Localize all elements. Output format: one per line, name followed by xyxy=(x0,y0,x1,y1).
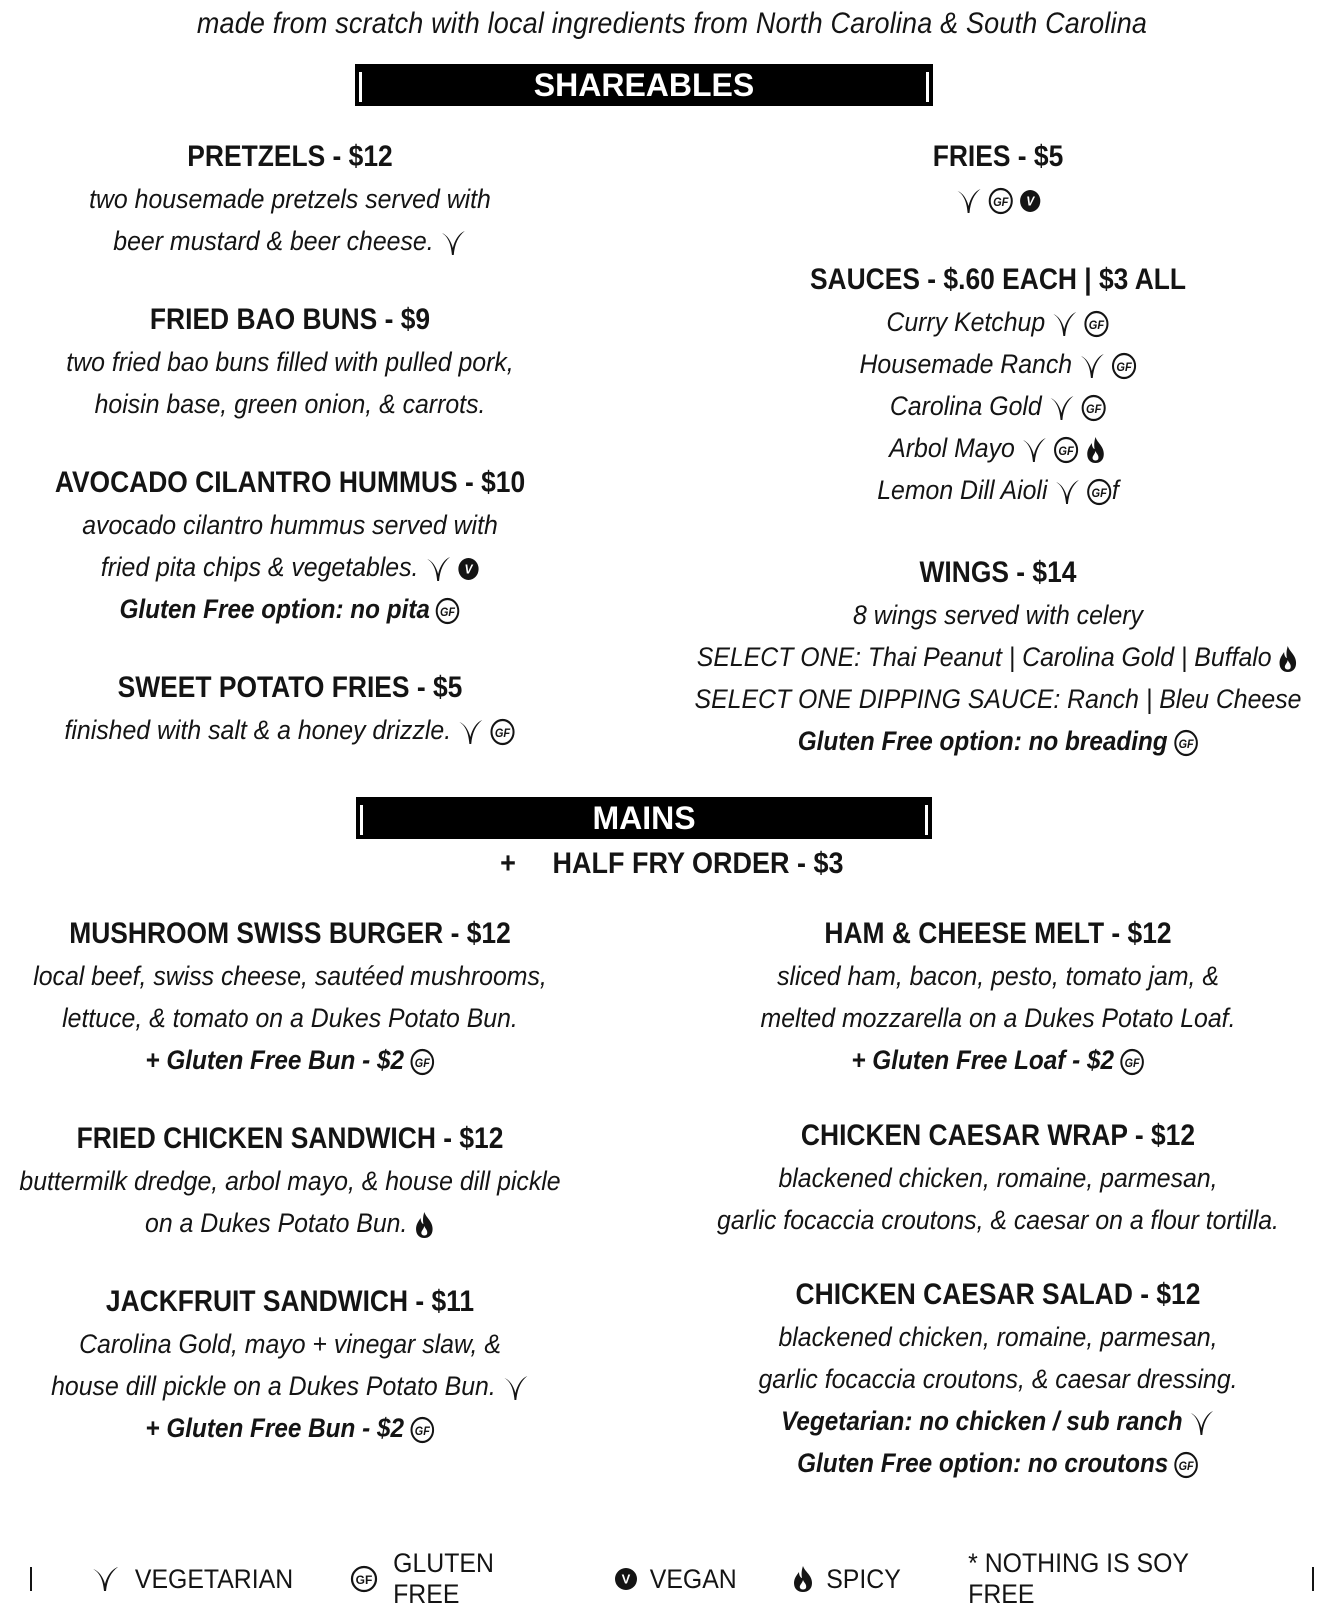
addon-text: HALF FRY ORDER - $3 xyxy=(552,847,844,880)
item-description-line xyxy=(685,301,1311,343)
item-description-line-text: garlic focaccia croutons, & caesar dressing. xyxy=(758,1364,1238,1394)
item-description-line xyxy=(685,1316,1311,1358)
item-description-line-text: two fried bao buns filled with pulled pork, xyxy=(66,347,514,377)
item-description-line-text: blackened chicken, romaine, parmesan, xyxy=(778,1163,1218,1193)
item-title: CHICKEN CAESAR SALAD - $12 xyxy=(795,1278,1201,1311)
svg-text:GF: GF xyxy=(1058,445,1074,458)
gluten-free-icon xyxy=(350,1565,378,1593)
svg-text:GF: GF xyxy=(414,1057,430,1071)
item-description-line xyxy=(685,343,1311,385)
legend-vegetarian xyxy=(84,1564,300,1595)
item-description-line xyxy=(685,1358,1311,1400)
item-title: PRETZELS - $12 xyxy=(187,140,393,173)
menu-item xyxy=(0,1281,630,1449)
menu-item xyxy=(0,136,630,262)
menu-item xyxy=(0,299,630,425)
svg-text:GF: GF xyxy=(1124,1057,1140,1071)
vegetarian-icon xyxy=(501,1373,529,1403)
item-description-line xyxy=(0,220,603,262)
menu-item xyxy=(0,913,630,1081)
item-option-text: + Gluten Free Loaf - $2 xyxy=(851,1045,1115,1075)
spicy-icon xyxy=(413,1211,435,1239)
item-option xyxy=(692,1442,1304,1484)
legend xyxy=(0,1548,1344,1609)
item-description-line xyxy=(0,1202,603,1244)
item-description-line xyxy=(685,636,1311,678)
legend-spicy-label: SPICY xyxy=(826,1563,901,1594)
item-description-line-text: sliced ham, bacon, pesto, tomato jam, & xyxy=(777,961,1219,991)
item-description-line xyxy=(0,341,603,383)
menu-item xyxy=(658,1274,1338,1484)
svg-text:V: V xyxy=(464,561,473,577)
item-option xyxy=(0,1039,596,1081)
item-description-line-text: Lemon Dill Aioli xyxy=(877,475,1048,505)
item-title: HAM & CHEESE MELT - $12 xyxy=(824,917,1172,950)
item-option xyxy=(0,1407,596,1449)
item-description-line-text: finished with salt & a honey drizzle. xyxy=(64,715,452,745)
item-description-line-text: 8 wings served with celery xyxy=(853,600,1143,630)
svg-text:GF: GF xyxy=(355,1573,373,1587)
item-description-line xyxy=(0,1323,603,1365)
item-description-line xyxy=(0,1365,603,1407)
item-description-line xyxy=(685,1199,1311,1241)
item-option xyxy=(692,1400,1304,1442)
item-description-line xyxy=(685,385,1311,427)
item-description-line xyxy=(685,678,1311,720)
menu-item xyxy=(658,1115,1338,1241)
item-title: MUSHROOM SWISS BURGER - $12 xyxy=(69,917,511,950)
item-option-text: + Gluten Free Bun - $2 xyxy=(145,1045,404,1075)
gluten-free-icon xyxy=(988,187,1014,215)
item-description-line xyxy=(0,546,603,588)
section-header-mains: MAINS xyxy=(356,797,932,839)
item-option-text: Gluten Free option: no breading xyxy=(797,726,1168,756)
menu-item xyxy=(658,259,1338,511)
section-header-shareables: SHAREABLES xyxy=(355,64,933,106)
vegetarian-icon xyxy=(1053,477,1081,507)
item-description-line xyxy=(685,997,1311,1039)
item-description-line xyxy=(685,469,1311,511)
legend-divider xyxy=(30,1567,32,1591)
legend-vegetarian-label: VEGETARIAN xyxy=(134,1563,294,1594)
spicy-icon xyxy=(1085,436,1107,464)
legend-soy xyxy=(948,1548,1260,1610)
vegetarian-icon xyxy=(1078,351,1106,381)
vegetarian-icon xyxy=(457,717,485,747)
item-option-text: Gluten Free option: no pita xyxy=(119,594,430,624)
item-description-line xyxy=(0,383,603,425)
item-description-line-text: avocado cilantro hummus served with xyxy=(82,510,498,540)
item-description-line xyxy=(685,955,1311,997)
svg-text:GF: GF xyxy=(1091,487,1107,500)
item-description-line xyxy=(0,955,603,997)
item-description-line xyxy=(685,594,1311,636)
item-option xyxy=(692,720,1304,762)
item-description-line-text: Carolina Gold xyxy=(889,391,1042,421)
item-description-line-text: beer mustard & beer cheese. xyxy=(113,226,434,256)
item-description-line-text: melted mozzarella on a Dukes Potato Loaf. xyxy=(760,1003,1236,1033)
item-description-line-text: Housemade Ranch xyxy=(859,349,1073,379)
item-description-line-text: two housemade pretzels served with xyxy=(89,184,491,214)
legend-spicy xyxy=(785,1564,904,1595)
item-title: FRIED CHICKEN SANDWICH - $12 xyxy=(76,1122,504,1155)
svg-text:V: V xyxy=(1026,193,1035,209)
menu-item xyxy=(0,462,630,630)
item-title: AVOCADO CILANTRO HUMMUS - $10 xyxy=(54,466,526,499)
svg-text:GF: GF xyxy=(1178,1460,1194,1474)
item-description-line-suffix: f xyxy=(1111,475,1119,505)
item-option-text: Vegetarian: no chicken / sub ranch xyxy=(781,1406,1183,1436)
menu-item xyxy=(658,136,1338,220)
legend-divider xyxy=(1312,1567,1314,1591)
legend-vegan xyxy=(608,1564,741,1595)
item-title: JACKFRUIT SANDWICH - $11 xyxy=(105,1285,475,1318)
gluten-free-icon xyxy=(1173,729,1198,757)
item-title: FRIES - $5 xyxy=(932,140,1064,173)
vegetarian-icon xyxy=(1051,309,1079,339)
svg-text:GF: GF xyxy=(1089,319,1105,332)
addon-plus: + xyxy=(500,847,517,880)
menu-item xyxy=(658,913,1338,1081)
legend-soy-label: * NOTHING IS SOY FREE xyxy=(968,1548,1189,1609)
item-description-line xyxy=(0,997,603,1039)
gluten-free-icon xyxy=(1111,352,1137,380)
svg-text:GF: GF xyxy=(440,606,456,620)
svg-text:GF: GF xyxy=(1178,738,1194,752)
item-description-line-text: Curry Ketchup xyxy=(886,307,1046,337)
item-option xyxy=(692,1039,1304,1081)
vegetarian-icon xyxy=(1047,393,1075,423)
item-description-line xyxy=(685,1157,1311,1199)
legend-gluten-free-label: GLUTEN FREE xyxy=(393,1548,494,1609)
item-title: FRIED BAO BUNS - $9 xyxy=(149,303,431,336)
item-description-line-text: buttermilk dredge, arbol mayo, & house dill pickle xyxy=(19,1166,561,1196)
item-description-line-text: Arbol Mayo xyxy=(889,433,1015,463)
gluten-free-icon xyxy=(1174,1451,1199,1479)
item-title: WINGS - $14 xyxy=(919,556,1077,589)
item-description-line xyxy=(0,1160,603,1202)
tagline: made from scratch with local ingredients from North Carolina & South Carolina xyxy=(196,7,1148,40)
legend-vegan-label: VEGAN xyxy=(650,1563,738,1594)
gluten-free-icon xyxy=(490,718,516,746)
svg-text:GF: GF xyxy=(1085,403,1101,416)
vegetarian-icon xyxy=(424,554,452,584)
item-description-line-text: SELECT ONE DIPPING SAUCE: Ranch | Bleu Cheese xyxy=(694,684,1302,714)
legend-gluten-free xyxy=(344,1548,564,1610)
item-title: CHICKEN CAESAR WRAP - $12 xyxy=(800,1119,1196,1152)
item-option-text: Gluten Free option: no croutons xyxy=(797,1448,1169,1478)
menu-item xyxy=(0,1118,630,1244)
gluten-free-icon xyxy=(1086,478,1112,506)
item-description-line-text: hoisin base, green onion, & carrots. xyxy=(94,389,486,419)
vegetarian-icon xyxy=(439,228,467,258)
vegetarian-icon xyxy=(90,1564,120,1594)
vegan-icon xyxy=(457,557,479,581)
item-option-text: + Gluten Free Bun - $2 xyxy=(145,1413,404,1443)
menu-item xyxy=(658,552,1338,762)
vegan-icon xyxy=(1019,189,1041,213)
svg-text:GF: GF xyxy=(1115,361,1132,374)
item-title: SWEET POTATO FRIES - $5 xyxy=(117,671,463,704)
svg-text:GF: GF xyxy=(494,727,511,740)
item-description-line-text: house dill pickle on a Dukes Potato Bun. xyxy=(51,1371,496,1401)
svg-text:V: V xyxy=(622,1571,631,1587)
item-description-line-text: local beef, swiss cheese, sautéed mushrooms, xyxy=(33,961,547,991)
item-description-line-text: fried pita chips & vegetables. xyxy=(100,552,419,582)
item-description-line-text: lettuce, & tomato on a Dukes Potato Bun. xyxy=(62,1003,518,1033)
menu-item xyxy=(0,667,630,751)
gluten-free-icon xyxy=(1084,310,1110,338)
item-description-line-text: on a Dukes Potato Bun. xyxy=(145,1208,408,1238)
vegetarian-icon xyxy=(1020,435,1048,465)
gluten-free-icon xyxy=(1080,394,1106,422)
gluten-free-icon xyxy=(409,1048,434,1076)
gluten-free-icon xyxy=(1119,1048,1144,1076)
vegetarian-icon xyxy=(955,186,983,216)
svg-text:GF: GF xyxy=(993,196,1009,209)
gluten-free-icon xyxy=(409,1416,434,1444)
item-description-line-text: SELECT ONE: Thai Peanut | Carolina Gold | Buffalo xyxy=(696,642,1272,672)
spicy-icon xyxy=(791,1565,815,1593)
gluten-free-icon xyxy=(1053,436,1079,464)
half-fry-addon xyxy=(0,843,1344,885)
gluten-free-icon xyxy=(435,597,460,625)
item-option xyxy=(0,588,596,630)
item-title: SAUCES - $.60 EACH | $3 ALL xyxy=(809,263,1187,296)
vegan-icon xyxy=(614,1567,638,1591)
spicy-icon xyxy=(1277,645,1299,673)
item-description-line xyxy=(685,427,1311,469)
vegetarian-icon xyxy=(1188,1408,1215,1438)
item-description-line xyxy=(0,709,603,751)
item-description-line-text: blackened chicken, romaine, parmesan, xyxy=(778,1322,1218,1352)
item-description-line xyxy=(0,178,603,220)
item-description-line xyxy=(0,504,603,546)
item-description-line xyxy=(685,178,1311,220)
item-description-line-text: Carolina Gold, mayo + vinegar slaw, & xyxy=(79,1329,501,1359)
svg-text:GF: GF xyxy=(414,1425,430,1439)
item-description-line-text: garlic focaccia croutons, & caesar on a flour tortilla. xyxy=(717,1205,1279,1235)
